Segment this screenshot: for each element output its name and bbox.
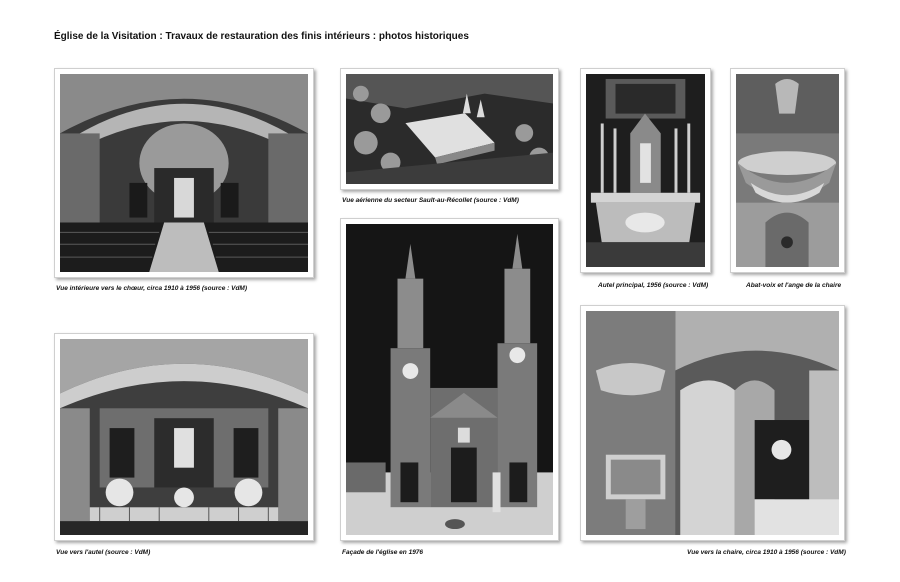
sounding-board-image (736, 74, 839, 267)
pulpit-view-image (586, 311, 839, 535)
photo-main-altar (580, 68, 711, 273)
caption-aerial: Vue aérienne du secteur Sault-au-Récollet (source : VdM) (342, 197, 519, 204)
photo-pulpit-view (580, 305, 845, 541)
altar-view-image (60, 339, 308, 535)
page-title: Église de la Visitation : Travaux de restauration des finis intérieurs : photos historiques (54, 31, 469, 42)
aerial-image (346, 74, 553, 184)
caption-facade: Façade de l'église en 1976 (342, 549, 424, 556)
photo-aerial (340, 68, 559, 190)
caption-pulpit-view: Vue vers la chaire, circa 1910 à 1956 (source : VdM) (687, 549, 846, 556)
caption-sounding-board: Abat-voix et l'ange de la chaire (746, 282, 842, 289)
interior-choir-image (60, 74, 308, 272)
caption-main-altar: Autel principal, 1956 (source : VdM) (598, 282, 709, 289)
photo-altar-view (54, 333, 314, 541)
photo-interior-choir (54, 68, 314, 278)
main-altar-image (586, 74, 705, 267)
caption-interior-choir: Vue intérieure vers le chœur, circa 1910 à 1956 (source : VdM) (56, 285, 247, 292)
facade-image (346, 224, 553, 535)
caption-altar-view: Vue vers l'autel (source : VdM) (56, 549, 151, 556)
photo-sounding-board (730, 68, 845, 273)
photo-facade (340, 218, 559, 541)
